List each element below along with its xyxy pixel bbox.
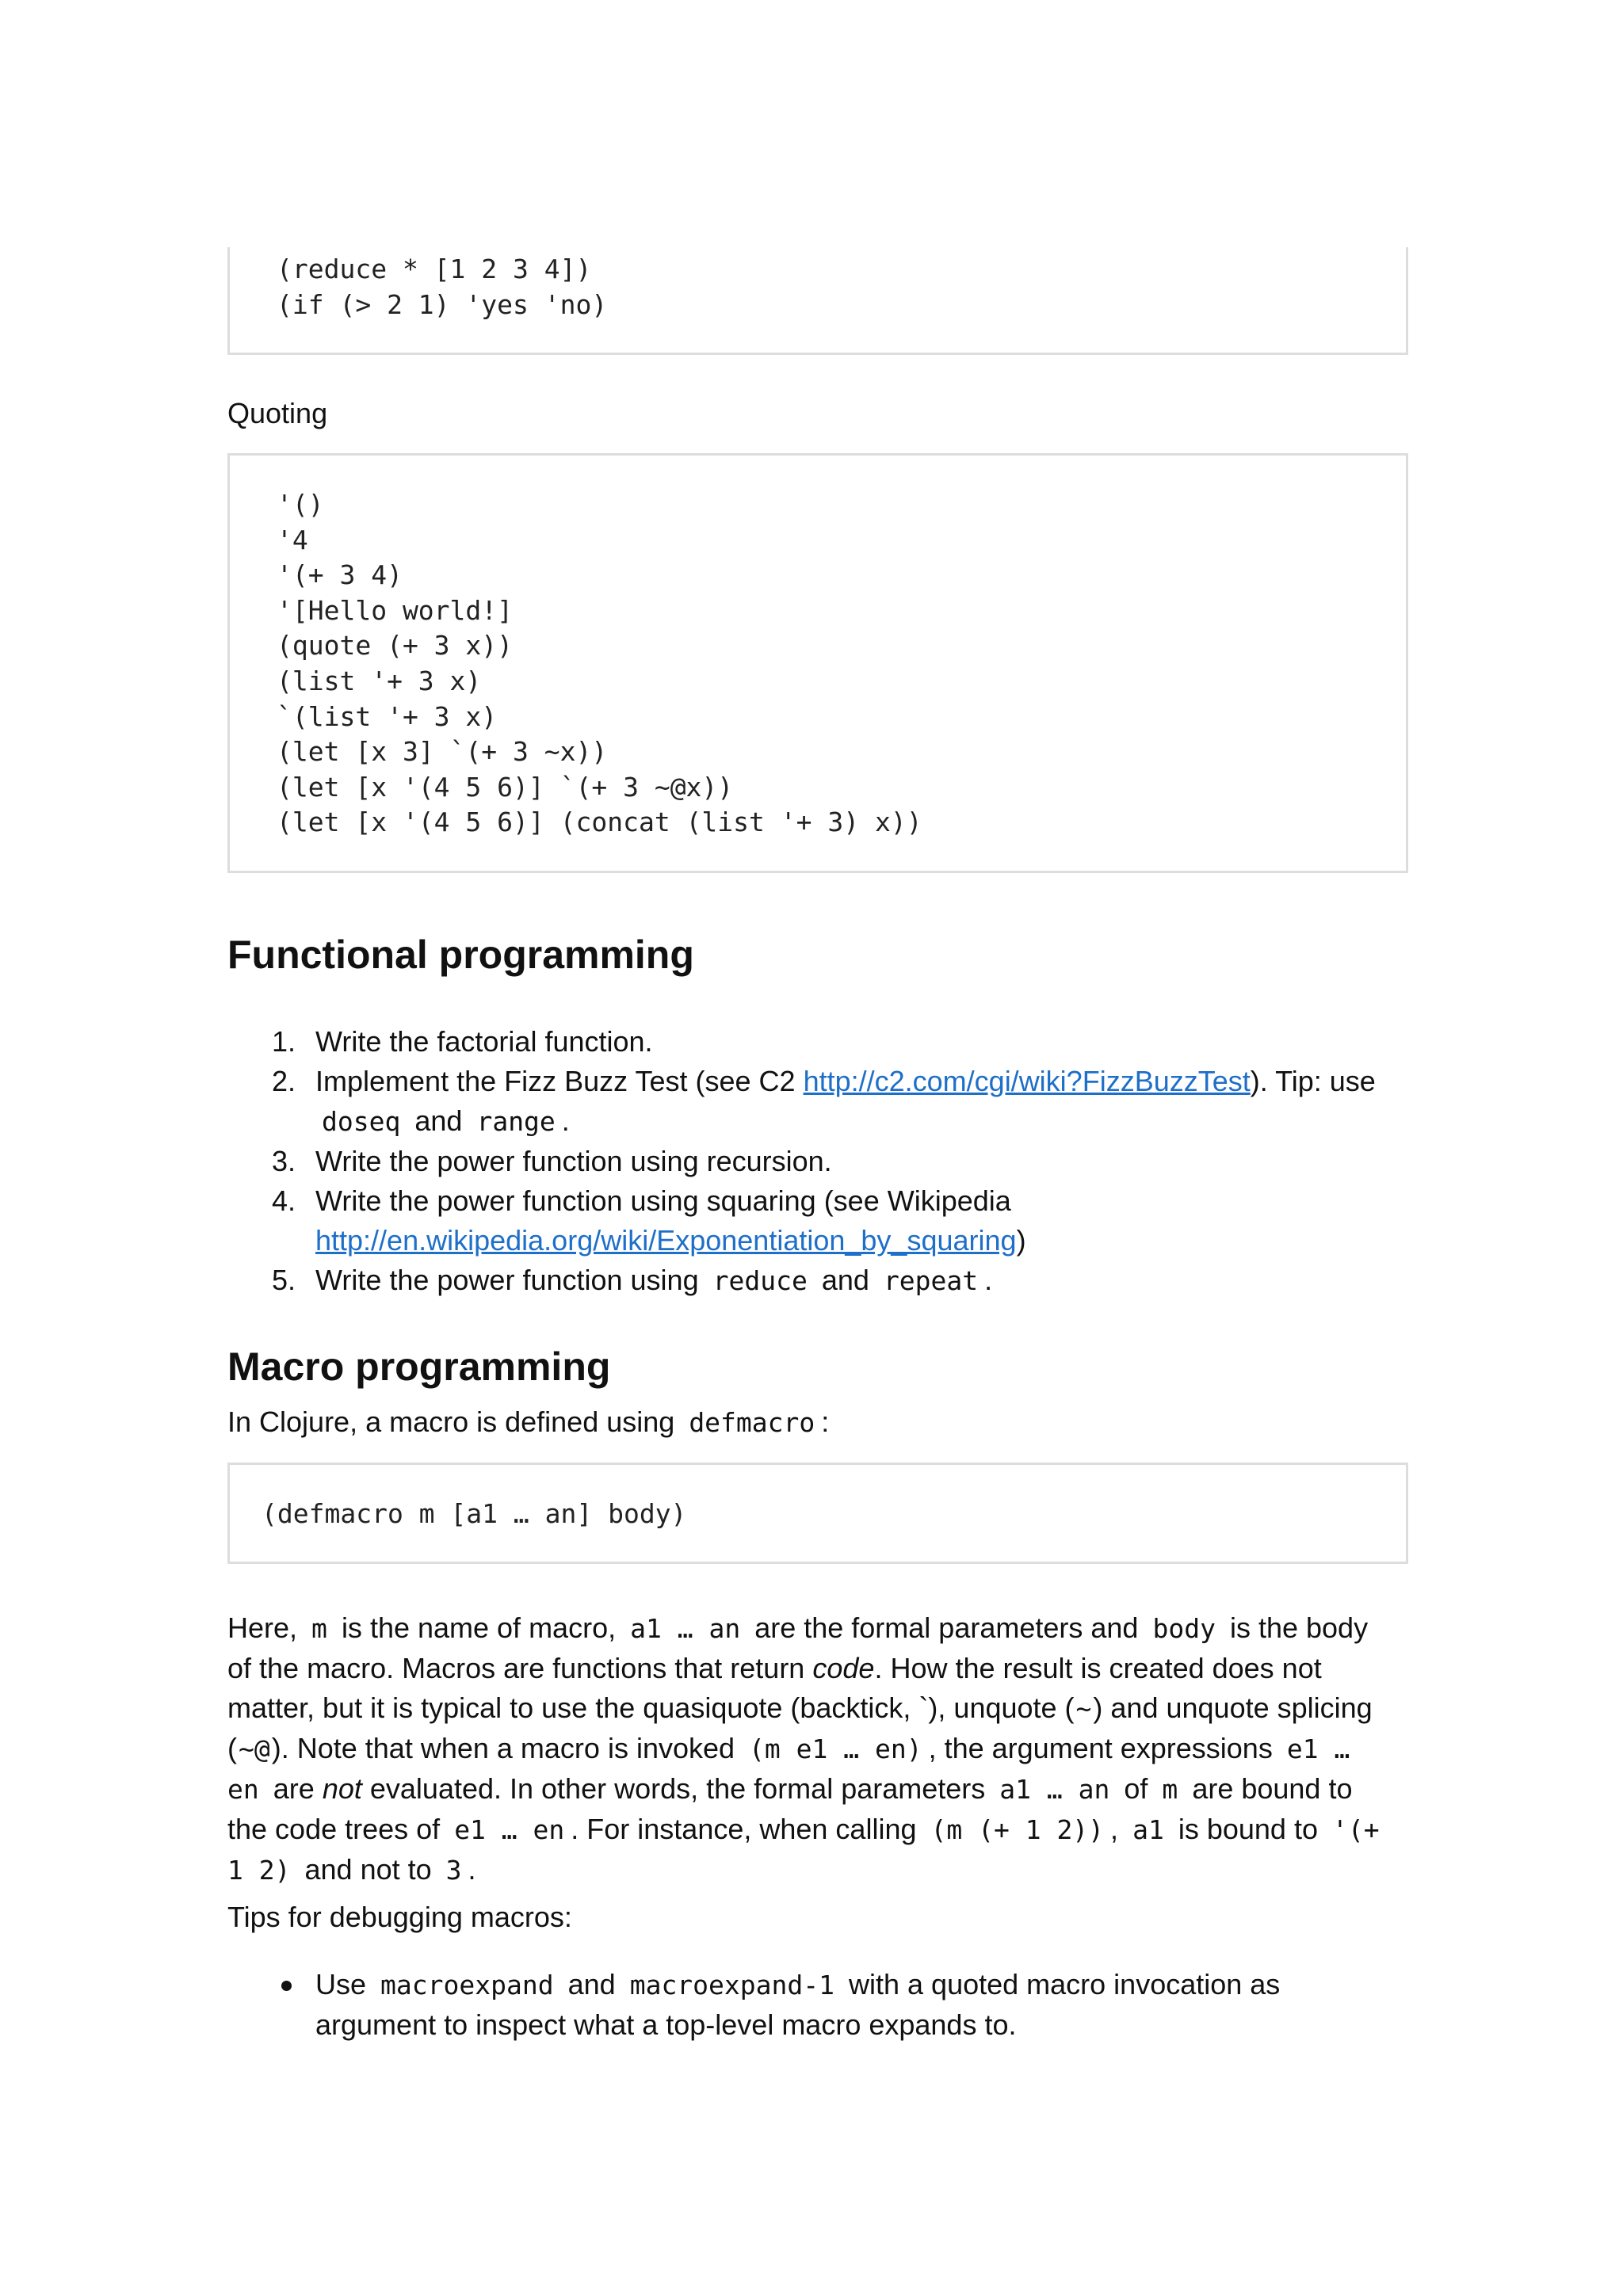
- code-line: '4: [277, 524, 308, 555]
- code-line: (reduce * [1 2 3 4]): [277, 254, 592, 284]
- code-block-quoting: [227, 453, 1408, 873]
- fizzbuzz-link[interactable]: http://c2.com/cgi/wiki?FizzBuzzTest: [803, 1065, 1251, 1097]
- code-line: '(+ 3 4): [277, 559, 403, 591]
- macro-intro: In Clojure, a macro is defined using defmacro :: [227, 1405, 830, 1438]
- code-line: `(list '+ 3 x): [277, 700, 498, 732]
- functional-exercise-list: [227, 1022, 1376, 1301]
- code-block-top: [227, 247, 1408, 355]
- code-line: (let [x '(4 5 6)] (concat (list '+ 3) x)): [277, 807, 922, 838]
- code-line: (let [x '(4 5 6)] `(+ 3 ~@x)): [277, 771, 734, 803]
- code-line: (quote (+ 3 x)): [277, 630, 514, 662]
- list-item: 3. Write the power function using recursion.: [272, 1145, 832, 1177]
- list-item: 1. Write the factorial function.: [272, 1025, 653, 1058]
- tips-list: [227, 1965, 1408, 2045]
- heading-macro-programming: Macro programming: [227, 1344, 611, 1389]
- code-line: (let [x 3] `(+ 3 ~x)): [277, 736, 608, 768]
- quoting-label: Quoting: [227, 397, 328, 429]
- code-line: (if (> 2 1) 'yes 'no): [277, 288, 608, 320]
- heading-functional-programming: Functional programming: [227, 933, 694, 977]
- code-line: (list '+ 3 x): [277, 665, 482, 696]
- bullet-icon: [281, 1981, 292, 1991]
- list-item: 4. Write the power function using squaring (see Wikipedia http://en.wikipedia.org/wiki/Exponentiation_by_squaring): [272, 1184, 1026, 1257]
- wikipedia-link[interactable]: http://en.wikipedia.org/wiki/Exponentiation_by_squaring: [315, 1224, 1017, 1257]
- tips-label: Tips for debugging macros:: [227, 1901, 572, 1933]
- macro-explanation: Here, m is the name of macro, a1 … an are the formal parameters and body is the body of the macro. Macros are functions that return code. How the result is created does not matter, but it is typical to use the quasiquote (backtick, `), unquote (~) and unquote splicing (~@). Note that when a macro is invoked (m e1 … en) , the argument expressions e1 … en are not evaluated. In other words, the formal parameters a1 … an of m are bound to the code trees of e1 … en . For instance, when calling (m (+ 1 2)) , a1 is bound to '(+ 1 2) and not to 3 .: [227, 1611, 1380, 1886]
- code-block-defmacro: [227, 1463, 1408, 1564]
- code-line: (defmacro m [a1 … an] body): [262, 1497, 687, 1529]
- code-line: '[Hello world!]: [277, 594, 514, 626]
- code-line: '(): [277, 489, 324, 520]
- list-item: 2. Implement the Fizz Buzz Test (see C2 http://c2.com/cgi/wiki?FizzBuzzTest). Tip: use doseq and range .: [272, 1065, 1376, 1137]
- list-item: Use macroexpand and macroexpand-1 with a quoted macro invocation as argument to inspect what a top-level macro expands to.: [227, 1965, 1408, 2045]
- list-item: 5. Write the power function using reduce and repeat .: [272, 1264, 993, 1296]
